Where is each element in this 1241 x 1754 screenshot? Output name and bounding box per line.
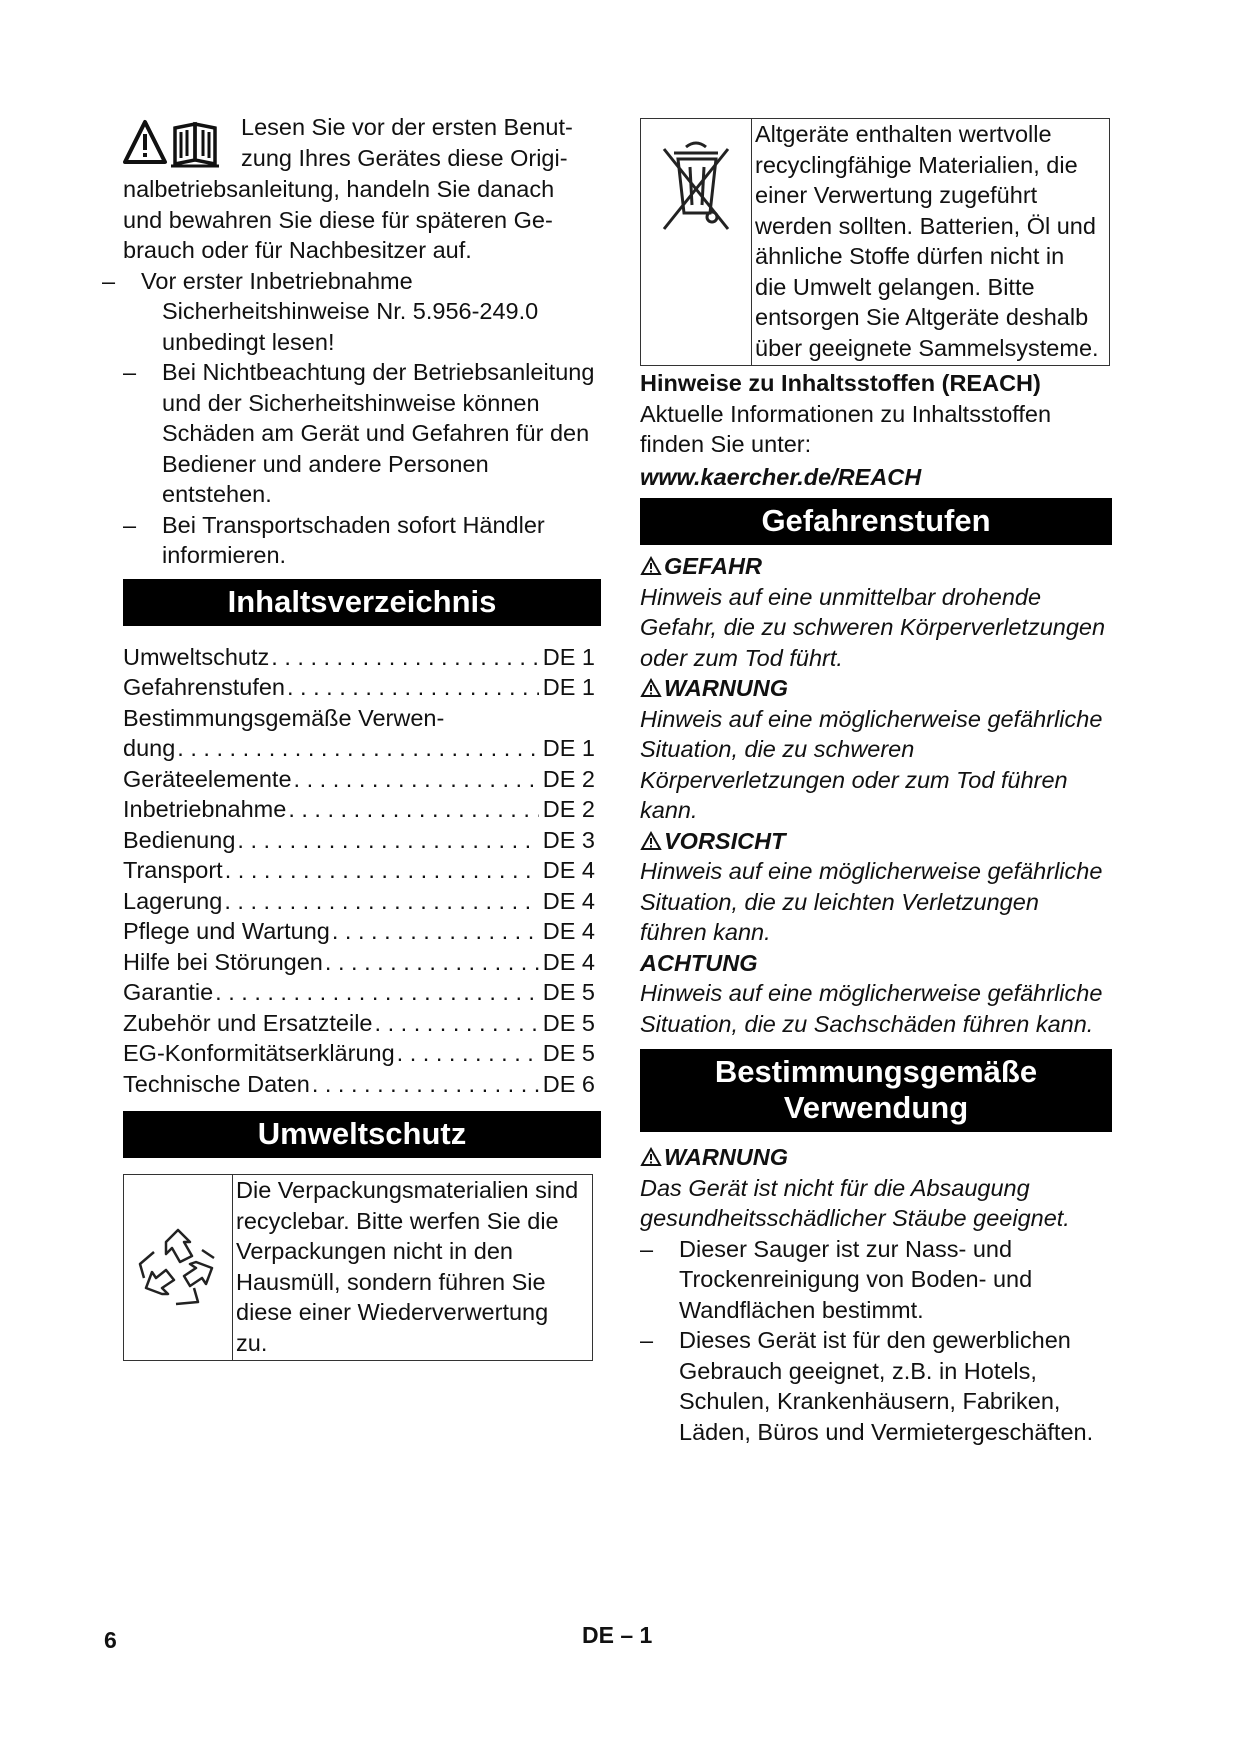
warning-triangle-icon — [640, 556, 662, 576]
intro-bullet: – Vor erster Inbetriebnahme Sicherheitshinweise Nr. 5.956-249.0 unbedingt lesen! — [123, 266, 601, 358]
danger-level-heading: ACHTUNG — [640, 949, 758, 976]
intro-line-3: nalbetriebsanleitung, handeln Sie danach — [123, 176, 555, 202]
bestimmung-warning-heading: WARNUNG — [640, 1142, 1112, 1173]
page-number: 6 — [104, 1627, 117, 1653]
disposal-box — [640, 118, 1110, 366]
toc-list — [123, 642, 601, 1100]
danger-level-heading: VORSICHT — [640, 826, 1112, 857]
danger-level-text: Hinweis auf eine unmittelbar drohende Gefahr, die zu schweren Körperverletzungen oder zum Tod führt. — [640, 583, 1106, 671]
toc-entry[interactable]: Garantie . . . DE 5 — [123, 977, 601, 1008]
danger-level-text: Hinweis auf eine möglicherweise gefährliche Situation, die zu leichten Verletzungen führen kann. — [640, 858, 1103, 945]
recycle-icon — [132, 1222, 224, 1314]
toc-entry[interactable]: Geräteelemente . . . DE 2 — [123, 764, 601, 795]
toc-entry[interactable]: Lagerung . . . DE 4 — [123, 886, 601, 917]
recycling-box — [123, 1174, 593, 1361]
warning-manual-icon — [123, 116, 235, 172]
intro-line-1: Lesen Sie vor der ersten Benut- — [241, 114, 573, 140]
intro-line-4: und bewahren Sie diese für späteren Ge- — [123, 206, 553, 233]
intro-block — [123, 112, 601, 571]
right-column — [640, 118, 1112, 1447]
umweltschutz-title: Umweltschutz — [123, 1111, 601, 1158]
reach-text: Aktuelle Informationen zu Inhaltsstoffen finden Sie unter: — [640, 400, 1052, 457]
intro-bullet: – Bei Nichtbeachtung der Betriebsanleitung und der Sicherheitshinweise können Schäden am Gerät und Gefahren für den Bediener und andere Personen entstehen. — [123, 357, 601, 510]
section-page: DE – 1 — [582, 1622, 653, 1648]
danger-level-heading: WARNUNG — [640, 673, 1112, 704]
reach-heading: Hinweise zu Inhaltsstoffen (REACH) — [640, 370, 1041, 396]
warning-triangle-icon — [640, 678, 662, 698]
toc-entry[interactable]: Gefahrenstufen . . . DE 1 — [123, 672, 601, 703]
danger-level-heading: GEFAHR — [640, 551, 1112, 582]
toc-entry[interactable]: Umweltschutz . . . DE 1 — [123, 642, 601, 673]
warning-triangle-icon — [640, 1147, 662, 1167]
toc-entry[interactable]: Pflege und Wartung . . . DE 4 — [123, 916, 601, 947]
toc-entry[interactable]: Technische Daten . . . DE 6 — [123, 1069, 601, 1100]
disposal-text: Altgeräte enthalten wertvolle recyclingfähige Materialien, die einer Verwertung zugeführt werden sollten. Batterien, Öl und ähnliche Stoffe dürfen nicht in die Umwelt gelangen. Bitte entsorgen Sie Altgeräte deshalb über geeignete Sammelsysteme. — [755, 121, 1099, 361]
intro-icons — [123, 116, 235, 174]
intro-line-2: zung Ihres Gerätes diese Origi- — [241, 144, 568, 171]
left-column — [123, 112, 601, 1361]
toc-entry[interactable]: EG-Konformitätserklärung . . . DE 5 — [123, 1038, 601, 1069]
bestimmung-bullet: – Dieser Sauger ist zur Nass- und Trockenreinigung von Boden- und Wandflächen bestimmt. — [640, 1234, 1112, 1326]
gefahrenstufen-title: Gefahrenstufen — [640, 498, 1112, 545]
danger-level-text: Hinweis auf eine möglicherweise gefährliche Situation, die zu schweren Körperverletzungen oder zum Tod führen kann. — [640, 705, 1103, 823]
bestimmung-title: Bestimmungsgemäße Verwendung — [640, 1049, 1112, 1132]
intro-line-5: brauch oder für Nachbesitzer auf. — [123, 237, 472, 263]
toc-entry[interactable]: Hilfe bei Störungen . . . DE 4 — [123, 947, 601, 978]
toc-title: Inhaltsverzeichnis — [123, 579, 601, 626]
toc-entry[interactable]: Zubehör und Ersatzteile . . . DE 5 — [123, 1008, 601, 1039]
toc-entry[interactable]: Bestimmungsgemäße Verwen- dung . . . DE 1 — [123, 703, 601, 764]
intro-bullet: – Bei Transportschaden sofort Händler informieren. — [123, 510, 601, 571]
danger-level-text: Hinweis auf eine möglicherweise gefährliche Situation, die zu Sachschäden führen kann. — [640, 980, 1103, 1037]
toc-entry[interactable]: Inbetriebnahme . . . DE 2 — [123, 794, 601, 825]
toc-entry[interactable]: Bedienung . . . DE 3 — [123, 825, 601, 856]
bestimmung-warning-text: Das Gerät ist nicht für die Absaugung gesundheitsschädlicher Stäube geeignet. — [640, 1174, 1070, 1231]
reach-url[interactable]: www.kaercher.de/REACH — [640, 463, 922, 490]
danger-levels — [640, 551, 1112, 1039]
crossed-bin-icon — [656, 137, 736, 237]
warning-triangle-icon — [640, 831, 662, 851]
toc-entry[interactable]: Transport . . . DE 4 — [123, 855, 601, 886]
recycling-text: Die Verpackungsmaterialien sind recyclebar. Bitte werfen Sie die Verpackungen nicht in den Hausmüll, sondern führen Sie diese einer Wiederverwertung zu. — [236, 1177, 579, 1356]
bestimmung-bullet: – Dieses Gerät ist für den gewerblichen Gebrauch geeignet, z.B. in Hotels, Schulen, Krankenhäusern, Fabriken, Läden, Büros und Vermietergeschäften. — [640, 1325, 1112, 1447]
